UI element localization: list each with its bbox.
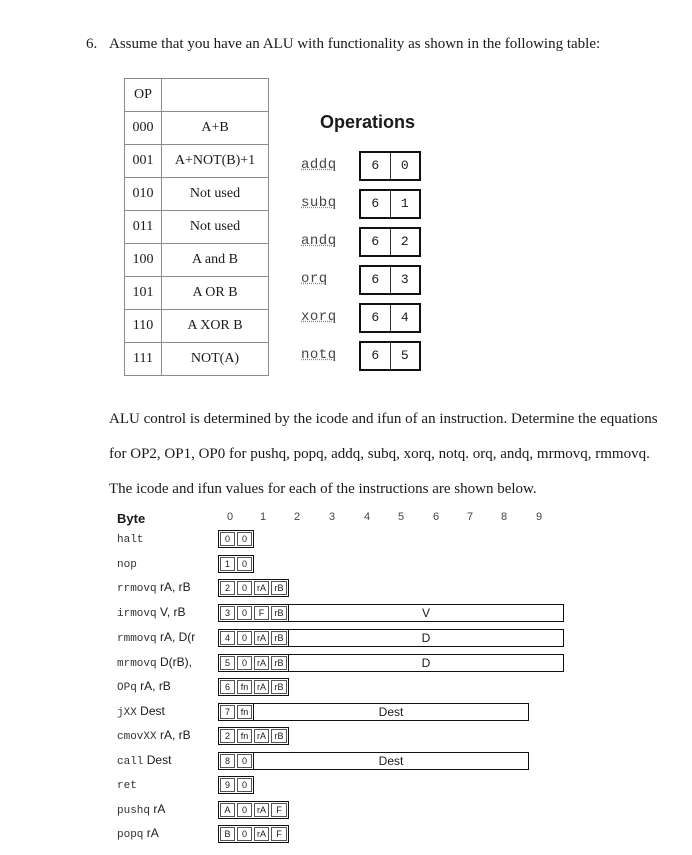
op-function: A OR B: [162, 277, 269, 310]
encoding-box: [218, 530, 254, 548]
operands: rA, rB: [136, 679, 171, 693]
register-cell: F: [254, 606, 269, 620]
mnemonic: popq: [117, 829, 144, 841]
table-row: [125, 112, 269, 145]
icode-cell: 6: [361, 343, 391, 369]
table-header-fn: [162, 79, 269, 112]
ifun-cell: 3: [400, 272, 409, 287]
table-row: [125, 277, 269, 310]
byte-cell: 3: [220, 606, 235, 620]
byte-cell: 0: [237, 631, 252, 645]
byte-label: Byte: [117, 511, 146, 526]
ifun-cell: 1: [400, 196, 409, 211]
byte-number: 9: [536, 511, 543, 523]
byte-number: 8: [501, 511, 508, 523]
encoding-box: [218, 825, 289, 843]
table-row: [125, 178, 269, 211]
value-field: V: [288, 604, 564, 622]
icode-cell: 6: [361, 153, 391, 179]
instruction-label: [117, 753, 171, 768]
operation-encoding: [359, 227, 421, 257]
paragraph-line: for OP2, OP1, OP0 for pushq, popq, addq, subq, xorq, notq. orq, andq, mrmovq, rmmovq.: [109, 446, 650, 462]
op-function: A and B: [162, 244, 269, 277]
operation-encoding: [359, 265, 421, 295]
op-function: NOT(A): [162, 343, 269, 376]
instruction-label: [117, 580, 191, 595]
byte-cell: 7: [220, 705, 235, 719]
byte-cell: 0: [237, 656, 252, 670]
mnemonic: nop: [117, 559, 137, 571]
encoding-box: [218, 801, 289, 819]
byte-cell: fn: [237, 729, 252, 743]
operands: rA, rB: [156, 580, 191, 594]
op-code: 101: [125, 277, 162, 310]
icode-cell: 6: [361, 229, 391, 255]
mnemonic: irmovq: [117, 608, 157, 620]
byte-cell: 0: [237, 754, 252, 768]
op-function: A+NOT(B)+1: [162, 145, 269, 178]
op-code: 001: [125, 145, 162, 178]
op-function: A XOR B: [162, 310, 269, 343]
operation-name: andq: [301, 233, 337, 249]
byte-cell: 9: [220, 778, 235, 792]
mnemonic: rmmovq: [117, 633, 157, 645]
operands: rA, rB: [156, 728, 191, 742]
instruction-label: [117, 556, 137, 571]
alu-op-table: [124, 78, 269, 376]
register-cell: rB: [271, 680, 287, 694]
encoding-box: [218, 654, 289, 672]
instruction-label: [117, 655, 192, 670]
byte-cell: 6: [220, 680, 235, 694]
byte-cell: 0: [237, 532, 252, 546]
mnemonic: halt: [117, 534, 144, 546]
icode-cell: 6: [361, 305, 391, 331]
instruction-label: [117, 630, 195, 645]
byte-number: 6: [433, 511, 440, 523]
ifun-cell: 4: [400, 310, 409, 325]
table-row: [125, 310, 269, 343]
mnemonic: mrmovq: [117, 658, 157, 670]
byte-number: 2: [294, 511, 301, 523]
op-code: 010: [125, 178, 162, 211]
table-header-op: OP: [125, 79, 162, 112]
operation-encoding: [359, 303, 421, 333]
table-row: [125, 211, 269, 244]
encoding-box: [218, 579, 289, 597]
operation-name: orq: [301, 271, 328, 287]
register-cell: rA: [254, 827, 269, 841]
register-cell: rB: [271, 631, 287, 645]
byte-cell: 5: [220, 656, 235, 670]
byte-cell: fn: [237, 705, 252, 719]
register-cell: rA: [254, 581, 269, 595]
encoding-box: [218, 727, 289, 745]
byte-cell: 0: [237, 557, 252, 571]
op-function: Not used: [162, 178, 269, 211]
table-row: [125, 343, 269, 376]
icode-cell: 6: [361, 267, 391, 293]
byte-cell: 2: [220, 581, 235, 595]
displacement-field: D: [288, 629, 564, 647]
op-code: 000: [125, 112, 162, 145]
byte-cell: 0: [237, 606, 252, 620]
byte-cell: 0: [220, 532, 235, 546]
operation-name: addq: [301, 157, 337, 173]
encoding-box: [218, 776, 254, 794]
table-row: [125, 244, 269, 277]
register-cell: rB: [271, 581, 287, 595]
question-number: 6.: [86, 36, 98, 52]
operands: Dest: [143, 753, 172, 767]
encoding-box: [218, 555, 254, 573]
operation-name: notq: [301, 347, 337, 363]
byte-cell: 2: [220, 729, 235, 743]
mnemonic: jXX: [117, 707, 137, 719]
destination-field: Dest: [253, 703, 529, 721]
register-cell: rA: [254, 803, 269, 817]
instruction-label: [117, 802, 165, 817]
byte-cell: 0: [237, 827, 252, 841]
byte-number: 5: [398, 511, 405, 523]
operands: Dest: [136, 704, 165, 718]
ifun-cell: 5: [400, 348, 409, 363]
byte-cell: fn: [237, 680, 252, 694]
table-row: [125, 79, 269, 112]
instruction-label: [117, 605, 186, 620]
op-function: A+B: [162, 112, 269, 145]
instruction-label: [117, 704, 165, 719]
op-code: 111: [125, 343, 162, 376]
operation-name: subq: [301, 195, 337, 211]
operands: D(rB),: [156, 655, 192, 669]
operation-name: xorq: [301, 309, 337, 325]
register-cell: rB: [271, 656, 287, 670]
encoding-box: [218, 604, 289, 622]
byte-number: 3: [329, 511, 336, 523]
operation-encoding: [359, 151, 421, 181]
ifun-cell: 0: [400, 158, 409, 173]
icode-cell: 6: [361, 191, 391, 217]
byte-cell: 0: [237, 581, 252, 595]
mnemonic: ret: [117, 780, 137, 792]
register-cell: F: [271, 827, 287, 841]
byte-number: 4: [364, 511, 371, 523]
ifun-cell: 2: [400, 234, 409, 249]
byte-number: 1: [260, 511, 267, 523]
encoding-box: [218, 678, 289, 696]
encoding-box: [218, 629, 289, 647]
op-code: 011: [125, 211, 162, 244]
byte-cell: 4: [220, 631, 235, 645]
table-row: [125, 145, 269, 178]
operands: rA: [143, 826, 159, 840]
register-cell: rB: [271, 606, 287, 620]
byte-cell: 0: [237, 803, 252, 817]
operation-encoding: [359, 341, 421, 371]
paragraph-line: ALU control is determined by the icode and ifun of an instruction. Determine the equations: [109, 411, 658, 427]
byte-cell: 1: [220, 557, 235, 571]
instruction-label: [117, 777, 137, 792]
byte-number: 0: [227, 511, 234, 523]
instruction-label: [117, 728, 191, 743]
register-cell: rA: [254, 680, 269, 694]
byte-number: 7: [467, 511, 474, 523]
destination-field: Dest: [253, 752, 529, 770]
operations-title: Operations: [320, 112, 416, 132]
operation-encoding: [359, 189, 421, 219]
paragraph-line: The icode and ifun values for each of the instructions are shown below.: [109, 481, 537, 497]
encoding-box: [218, 703, 254, 721]
operands: rA: [150, 802, 166, 816]
instruction-label: [117, 531, 143, 546]
register-cell: rA: [254, 729, 269, 743]
byte-cell: A: [220, 803, 235, 817]
question-text: Assume that you have an ALU with functionality as shown in the following table:: [109, 36, 601, 52]
register-cell: F: [271, 803, 287, 817]
byte-cell: 8: [220, 754, 235, 768]
register-cell: rA: [254, 656, 269, 670]
mnemonic: cmovXX: [117, 731, 157, 743]
op-code: 100: [125, 244, 162, 277]
operands: V, rB: [156, 605, 186, 619]
register-cell: rA: [254, 631, 269, 645]
op-code: 110: [125, 310, 162, 343]
mnemonic: rrmovq: [117, 583, 157, 595]
byte-cell: 0: [237, 778, 252, 792]
instruction-label: [117, 826, 159, 841]
op-function: Not used: [162, 211, 269, 244]
mnemonic: call: [117, 756, 144, 768]
operands: rA, D(r: [156, 630, 196, 644]
instruction-label: [117, 679, 171, 694]
mnemonic: pushq: [117, 805, 151, 817]
displacement-field: D: [288, 654, 564, 672]
encoding-box: [218, 752, 254, 770]
mnemonic: OPq: [117, 682, 137, 694]
register-cell: rB: [271, 729, 287, 743]
byte-cell: B: [220, 827, 235, 841]
